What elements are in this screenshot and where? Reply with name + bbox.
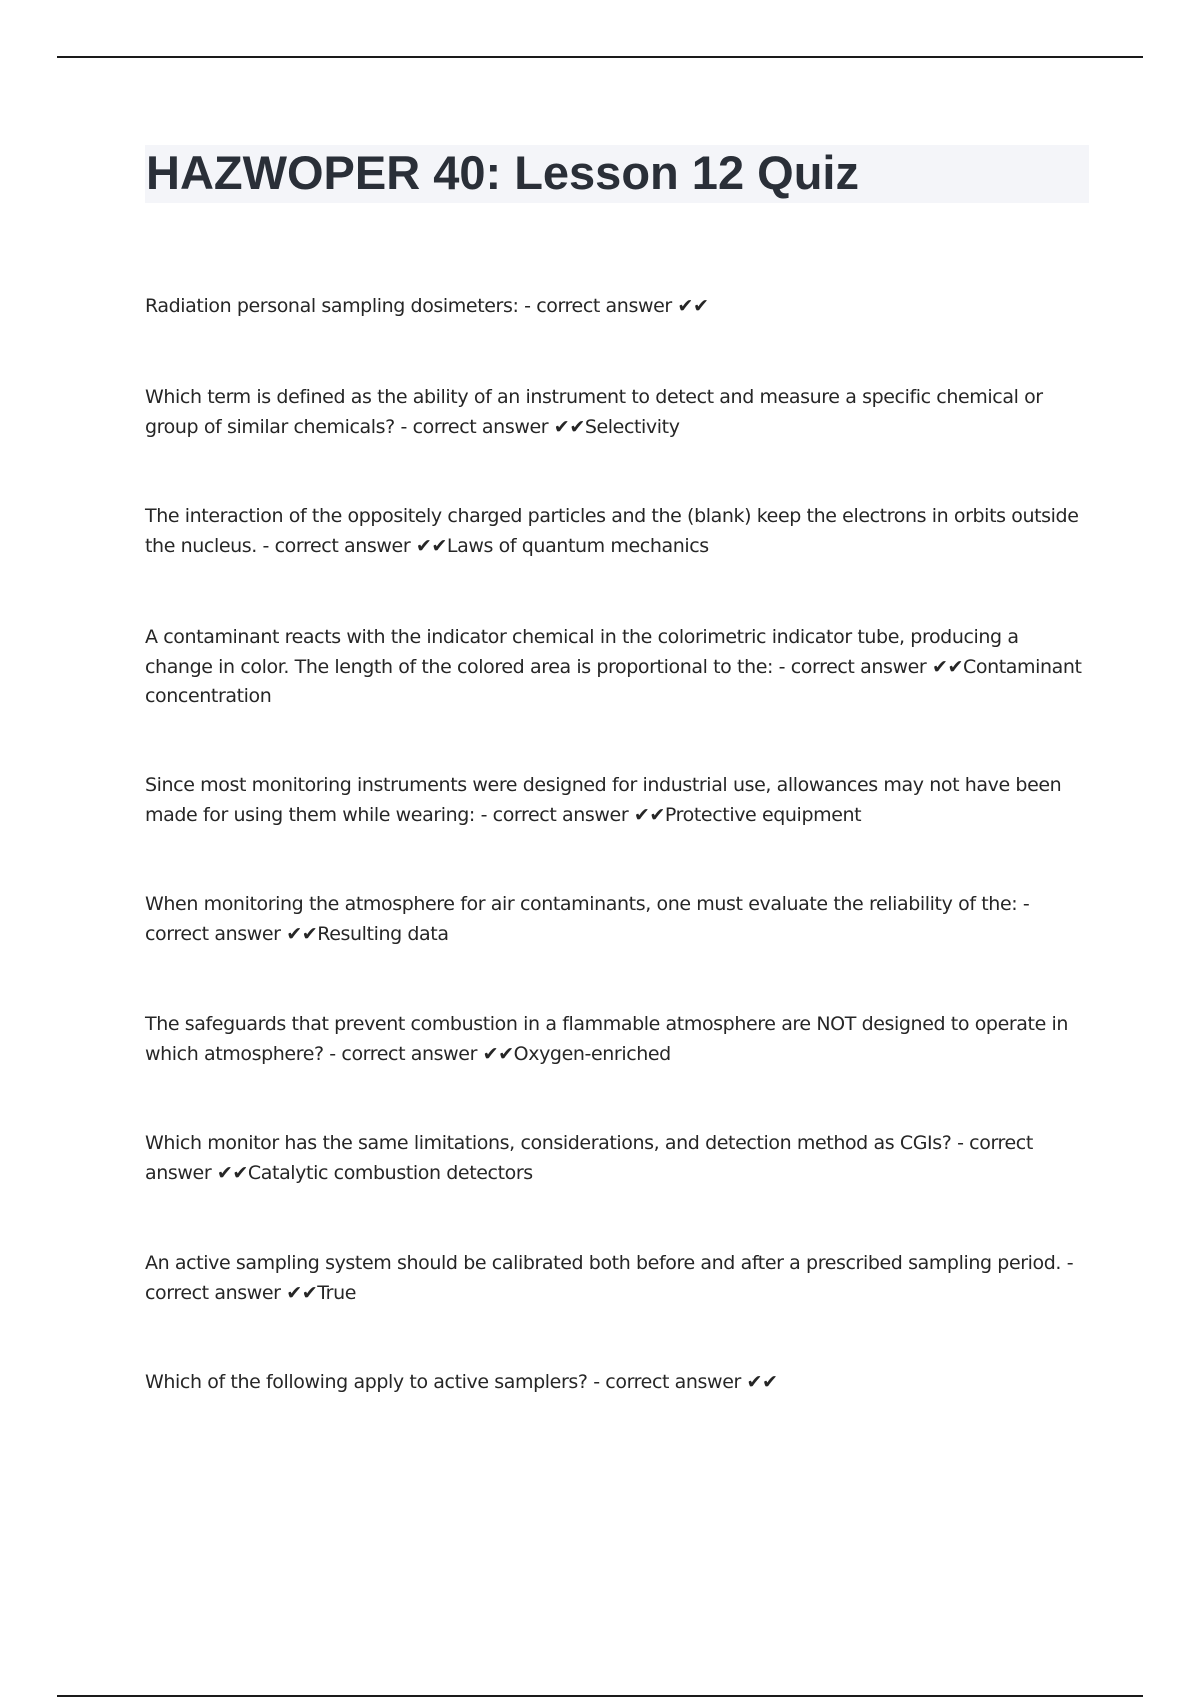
question-item-4: A contaminant reacts with the indicator chemical in the colorimetric indicator tube, producing a change in color. The length of the colored area is proportional to the: - correct answer ✔✔Contaminant concentration	[145, 626, 1082, 707]
question-item-5: Since most monitoring instruments were designed for industrial use, allowances may not have been made for using them while wearing: - correct answer ✔✔Protective equipment	[145, 774, 1062, 826]
footer-rule	[57, 1695, 1143, 1697]
header-rule	[57, 56, 1143, 58]
question-item-9: An active sampling system should be calibrated both before and after a prescribed sampling period. - correct answer ✔✔True	[145, 1252, 1074, 1304]
question-item-7: The safeguards that prevent combustion in a flammable atmosphere are NOT designed to operate in which atmosphere? - correct answer ✔✔Oxygen-enriched	[145, 1013, 1069, 1065]
question-item-10: Which of the following apply to active samplers? - correct answer ✔✔	[145, 1371, 778, 1393]
question-item-3: The interaction of the oppositely charged particles and the (blank) keep the electrons in orbits outside the nucleus. - correct answer ✔✔Laws of quantum mechanics	[145, 505, 1079, 557]
question-item-1: Radiation personal sampling dosimeters: - correct answer ✔✔	[145, 295, 709, 317]
question-item-2: Which term is defined as the ability of an instrument to detect and measure a specific chemical or group of similar chemicals? - correct answer ✔✔Selectivity	[145, 386, 1043, 438]
question-item-6: When monitoring the atmosphere for air contaminants, one must evaluate the reliability of the: - correct answer ✔✔Resulting data	[145, 893, 1030, 945]
question-item-8: Which monitor has the same limitations, considerations, and detection method as CGIs? - correct answer ✔✔Catalytic combustion detectors	[145, 1132, 1033, 1184]
page-title: HAZWOPER 40: Lesson 12 Quiz	[146, 146, 859, 199]
